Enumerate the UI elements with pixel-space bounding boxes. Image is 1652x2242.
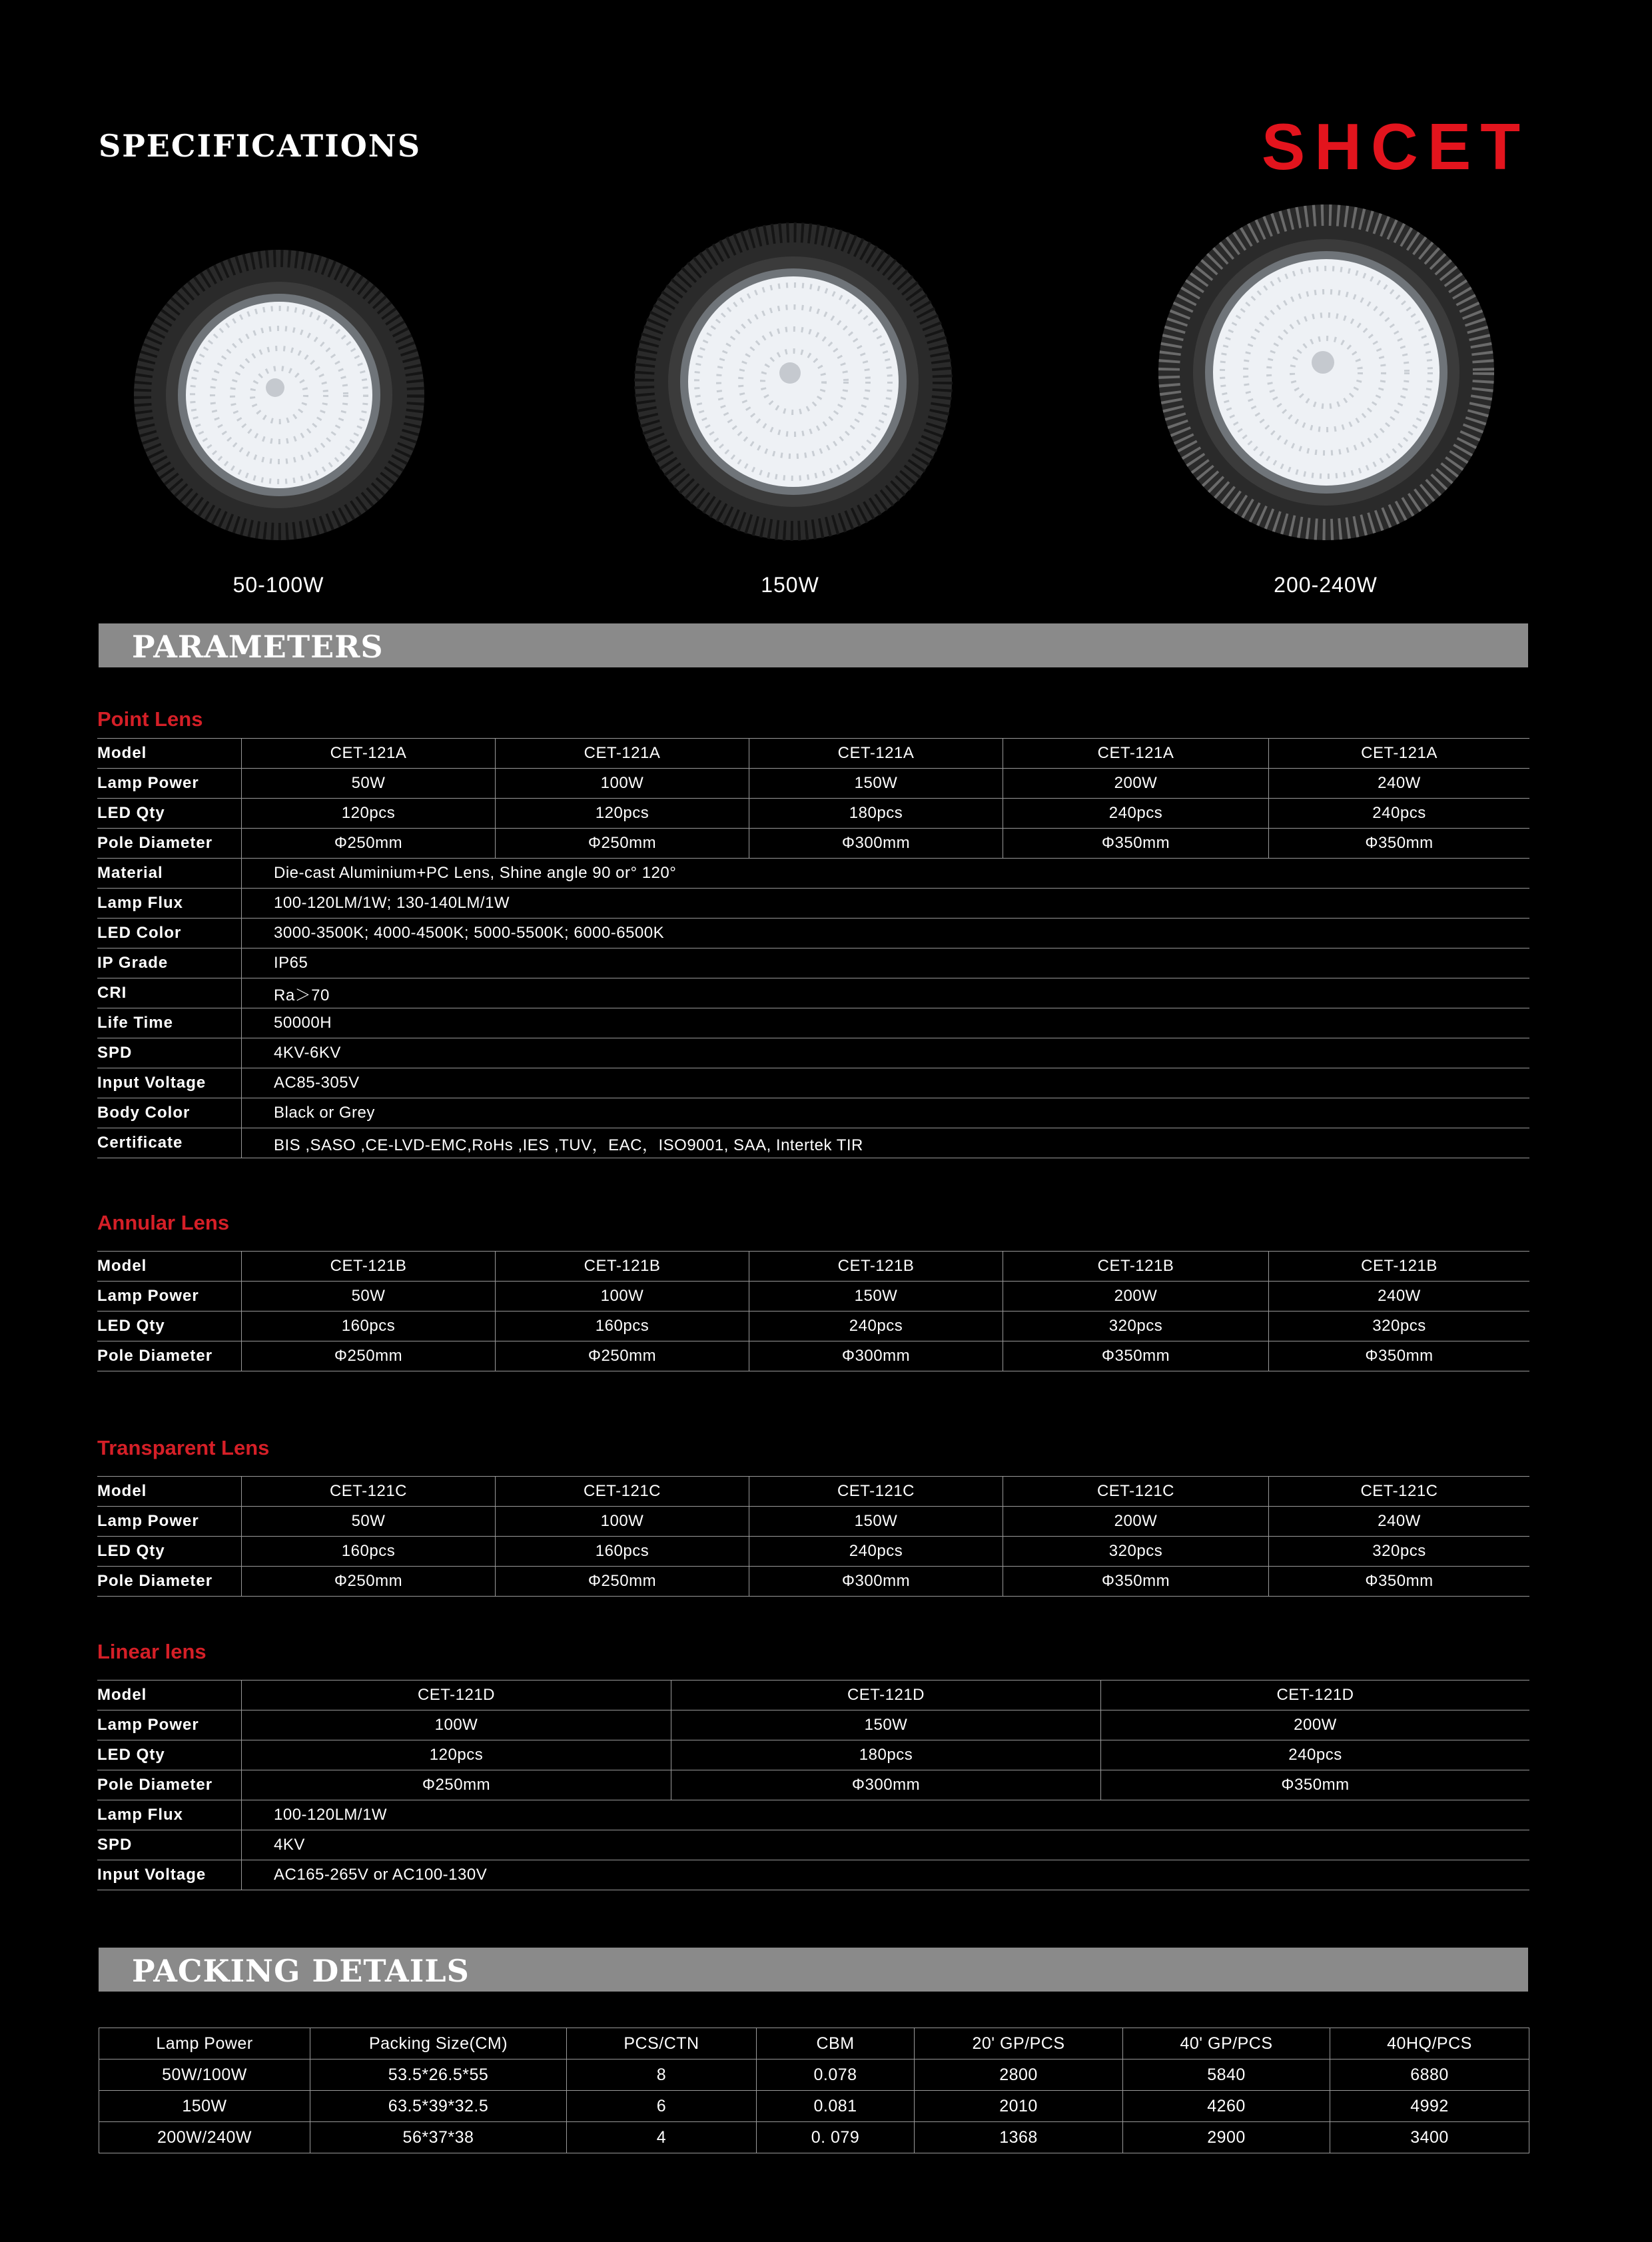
row-label: Certificate	[97, 1128, 242, 1158]
table-cell: AC85-305V	[242, 1068, 1530, 1098]
table-cell: 100-120LM/1W	[242, 1800, 1530, 1830]
parameters-title: PARAMETERS	[132, 629, 384, 665]
table-row	[97, 1740, 1529, 1770]
table-cell: Φ350mm	[1269, 1567, 1530, 1597]
table-cell: Φ250mm	[496, 1341, 749, 1371]
table-cell: 150W	[749, 1507, 1003, 1537]
table-cell: IP65	[242, 948, 1530, 978]
product-caption: 150W	[761, 573, 819, 597]
table-cell: 320pcs	[1269, 1311, 1530, 1341]
table-row	[97, 919, 1529, 948]
row-label: Input Voltage	[97, 1860, 242, 1890]
table-cell: CET-121D	[671, 1681, 1101, 1710]
row-label: IP Grade	[97, 948, 242, 978]
table-cell: 50000H	[242, 1008, 1530, 1038]
table-cell: 4	[567, 2122, 757, 2153]
row-label: LED Qty	[97, 1537, 242, 1567]
row-label: Lamp Flux	[97, 1800, 242, 1830]
table-cell: AC165-265V or AC100-130V	[242, 1860, 1530, 1890]
table-cell: 1368	[915, 2122, 1123, 2153]
table-cell: 6880	[1330, 2059, 1529, 2091]
table-cell: CET-121D	[242, 1681, 671, 1710]
table-cell: CET-121C	[749, 1477, 1003, 1507]
table-cell: 100W	[242, 1710, 671, 1740]
table-row	[97, 1252, 1529, 1282]
table-cell: 4KV-6KV	[242, 1038, 1530, 1068]
table-cell: 0.078	[757, 2059, 915, 2091]
row-label: Lamp Flux	[97, 889, 242, 919]
row-label: Lamp Power	[97, 1282, 242, 1311]
linear-lens-table	[97, 1680, 1529, 1890]
table-cell: 200W	[1003, 1507, 1269, 1537]
table-cell: 200W/240W	[99, 2122, 310, 2153]
table-cell: Ra＞70	[242, 978, 1530, 1008]
table-row	[97, 1477, 1529, 1507]
row-label: Life Time	[97, 1008, 242, 1038]
table-cell: CET-121B	[242, 1252, 496, 1282]
row-label: LED Qty	[97, 1311, 242, 1341]
packing-title: PACKING DETAILS	[132, 1953, 470, 1989]
table-cell: 2900	[1123, 2122, 1330, 2153]
table-cell: Φ350mm	[1269, 829, 1530, 859]
table-cell: Φ300mm	[749, 829, 1003, 859]
row-label: Body Color	[97, 1098, 242, 1128]
table-cell: 240pcs	[1101, 1740, 1530, 1770]
table-cell: 180pcs	[749, 799, 1003, 829]
table-cell: CET-121C	[1003, 1477, 1269, 1507]
table-cell: 53.5*26.5*55	[310, 2059, 567, 2091]
table-cell: Φ300mm	[749, 1567, 1003, 1597]
parameters-header-bar	[99, 623, 1528, 667]
point-lens-table	[97, 738, 1529, 1158]
table-cell: 200W	[1003, 769, 1269, 799]
row-label: LED Qty	[97, 1740, 242, 1770]
product-caption: 50-100W	[232, 573, 324, 597]
table-cell: 56*37*38	[310, 2122, 567, 2153]
table-cell: Φ250mm	[242, 829, 496, 859]
row-label: CRI	[97, 978, 242, 1008]
table-cell: CET-121A	[242, 739, 496, 769]
row-label: LED Qty	[97, 799, 242, 829]
table-cell: CET-121A	[1003, 739, 1269, 769]
product-caption: 200-240W	[1274, 573, 1378, 597]
table-cell: Φ250mm	[496, 829, 749, 859]
table-cell: Φ350mm	[1269, 1341, 1530, 1371]
table-cell: 100-120LM/1W; 130-140LM/1W	[242, 889, 1530, 919]
table-cell: 150W	[749, 769, 1003, 799]
table-cell: CET-121C	[496, 1477, 749, 1507]
table-row	[97, 889, 1529, 919]
table-row	[97, 1282, 1529, 1311]
table-cell: 0.081	[757, 2091, 915, 2122]
point-lens-title: Point Lens	[97, 707, 203, 731]
brand-logo	[1259, 111, 1532, 181]
table-cell: 100W	[496, 769, 749, 799]
table-cell: 120pcs	[242, 799, 496, 829]
row-label: Pole Diameter	[97, 1341, 242, 1371]
table-row	[97, 1128, 1529, 1158]
table-cell: 4260	[1123, 2091, 1330, 2122]
table-cell: 240W	[1269, 1507, 1530, 1537]
table-row	[97, 1008, 1529, 1038]
table-cell: Φ350mm	[1003, 1567, 1269, 1597]
row-label: Lamp Power	[97, 769, 242, 799]
table-row	[97, 1681, 1529, 1710]
table-cell: 320pcs	[1003, 1537, 1269, 1567]
row-label: SPD	[97, 1830, 242, 1860]
packing-header-bar	[99, 1948, 1528, 1992]
table-row	[97, 1341, 1529, 1371]
table-cell: 160pcs	[242, 1537, 496, 1567]
table-row	[97, 1567, 1529, 1597]
table-row	[97, 829, 1529, 859]
row-label: Lamp Power	[97, 1507, 242, 1537]
row-label: Pole Diameter	[97, 1567, 242, 1597]
column-header: Packing Size(CM)	[310, 2028, 567, 2059]
table-cell: 8	[567, 2059, 757, 2091]
table-cell: CET-121A	[749, 739, 1003, 769]
table-row	[97, 769, 1529, 799]
row-label: Model	[97, 1477, 242, 1507]
table-cell: 50W	[242, 1282, 496, 1311]
table-cell: 63.5*39*32.5	[310, 2091, 567, 2122]
table-row	[97, 799, 1529, 829]
table-cell: 160pcs	[242, 1311, 496, 1341]
table-row	[97, 1311, 1529, 1341]
column-header: 40' GP/PCS	[1123, 2028, 1330, 2059]
table-cell: 4992	[1330, 2091, 1529, 2122]
column-header: 20' GP/PCS	[915, 2028, 1123, 2059]
lamp-image-large	[1156, 202, 1496, 542]
row-label: Input Voltage	[97, 1068, 242, 1098]
column-header: PCS/CTN	[567, 2028, 757, 2059]
table-cell: 120pcs	[496, 799, 749, 829]
table-row	[99, 2091, 1529, 2122]
table-cell: 4KV	[242, 1830, 1530, 1860]
table-cell: 240W	[1269, 1282, 1530, 1311]
svg-text:SHCET: SHCET	[1261, 111, 1530, 181]
row-label: LED Color	[97, 919, 242, 948]
table-cell: Φ250mm	[496, 1567, 749, 1597]
table-cell: CET-121C	[242, 1477, 496, 1507]
table-cell: 240pcs	[1269, 799, 1530, 829]
table-cell: 2800	[915, 2059, 1123, 2091]
table-cell: CET-121A	[1269, 739, 1530, 769]
row-label: Model	[97, 1681, 242, 1710]
table-cell: 2010	[915, 2091, 1123, 2122]
lamp-image-medium	[633, 221, 954, 542]
table-row	[97, 978, 1529, 1008]
table-cell: 150W	[671, 1710, 1101, 1740]
table-cell: 180pcs	[671, 1740, 1101, 1770]
table-cell: 3000-3500K; 4000-4500K; 5000-5500K; 6000-6500K	[242, 919, 1530, 948]
table-cell: BIS ,SASO ,CE-LVD-EMC,RoHs ,IES ,TUV，EAC，ISO9001, SAA, Intertek TIR	[242, 1128, 1530, 1158]
table-cell: 100W	[496, 1282, 749, 1311]
table-cell: 50W	[242, 769, 496, 799]
packing-table	[99, 2028, 1529, 2153]
table-cell: CET-121B	[1003, 1252, 1269, 1282]
table-cell: 200W	[1101, 1710, 1530, 1740]
table-row	[97, 1507, 1529, 1537]
transparent-lens-title: Transparent Lens	[97, 1436, 270, 1459]
transparent-lens-table	[97, 1476, 1529, 1597]
table-row	[97, 1710, 1529, 1740]
table-cell: 200W	[1003, 1282, 1269, 1311]
table-cell: Φ300mm	[671, 1770, 1101, 1800]
table-cell: 150W	[749, 1282, 1003, 1311]
table-cell: CET-121B	[496, 1252, 749, 1282]
table-row	[99, 2059, 1529, 2091]
table-cell: 160pcs	[496, 1537, 749, 1567]
table-cell: Φ350mm	[1003, 1341, 1269, 1371]
table-row	[97, 948, 1529, 978]
table-cell: 320pcs	[1269, 1537, 1530, 1567]
table-cell: Φ350mm	[1101, 1770, 1530, 1800]
table-cell: 240W	[1269, 769, 1530, 799]
table-row	[97, 1537, 1529, 1567]
table-cell: 120pcs	[242, 1740, 671, 1770]
table-row	[97, 1770, 1529, 1800]
table-cell: 0. 079	[757, 2122, 915, 2153]
table-cell: CET-121C	[1269, 1477, 1530, 1507]
table-row	[97, 859, 1529, 889]
table-cell: Φ250mm	[242, 1770, 671, 1800]
table-cell: 160pcs	[496, 1311, 749, 1341]
table-row	[97, 1098, 1529, 1128]
table-cell: CET-121D	[1101, 1681, 1530, 1710]
table-row	[97, 1830, 1529, 1860]
table-cell: CET-121A	[496, 739, 749, 769]
annular-lens-title: Annular Lens	[97, 1211, 230, 1234]
table-header-row	[99, 2028, 1529, 2059]
table-cell: 240pcs	[1003, 799, 1269, 829]
lamp-image-small	[132, 248, 426, 542]
table-row	[99, 2122, 1529, 2153]
table-cell: 150W	[99, 2091, 310, 2122]
table-cell: 320pcs	[1003, 1311, 1269, 1341]
column-header: Lamp Power	[99, 2028, 310, 2059]
table-cell: 50W	[242, 1507, 496, 1537]
row-label: SPD	[97, 1038, 242, 1068]
table-cell: 50W/100W	[99, 2059, 310, 2091]
table-cell: 240pcs	[749, 1311, 1003, 1341]
table-cell: Black or Grey	[242, 1098, 1530, 1128]
linear-lens-title: Linear lens	[97, 1640, 206, 1663]
table-row	[97, 1860, 1529, 1890]
row-label: Model	[97, 1252, 242, 1282]
row-label: Pole Diameter	[97, 829, 242, 859]
table-cell: Die-cast Aluminium+PC Lens, Shine angle 90 or° 120°	[242, 859, 1530, 889]
table-cell: Φ300mm	[749, 1341, 1003, 1371]
table-row	[97, 1800, 1529, 1830]
table-cell: 3400	[1330, 2122, 1529, 2153]
row-label: Pole Diameter	[97, 1770, 242, 1800]
row-label: Lamp Power	[97, 1710, 242, 1740]
table-row	[97, 1068, 1529, 1098]
row-label: Material	[97, 859, 242, 889]
table-cell: CET-121B	[749, 1252, 1003, 1282]
table-row	[97, 739, 1529, 769]
table-cell: 100W	[496, 1507, 749, 1537]
table-cell: CET-121B	[1269, 1252, 1530, 1282]
column-header: CBM	[757, 2028, 915, 2059]
table-row	[97, 1038, 1529, 1068]
table-cell: Φ250mm	[242, 1567, 496, 1597]
page-title: SPECIFICATIONS	[99, 128, 422, 164]
annular-lens-table	[97, 1251, 1529, 1371]
table-cell: Φ350mm	[1003, 829, 1269, 859]
table-cell: 6	[567, 2091, 757, 2122]
table-cell: 240pcs	[749, 1537, 1003, 1567]
row-label: Model	[97, 739, 242, 769]
table-cell: 5840	[1123, 2059, 1330, 2091]
table-cell: Φ250mm	[242, 1341, 496, 1371]
column-header: 40HQ/PCS	[1330, 2028, 1529, 2059]
